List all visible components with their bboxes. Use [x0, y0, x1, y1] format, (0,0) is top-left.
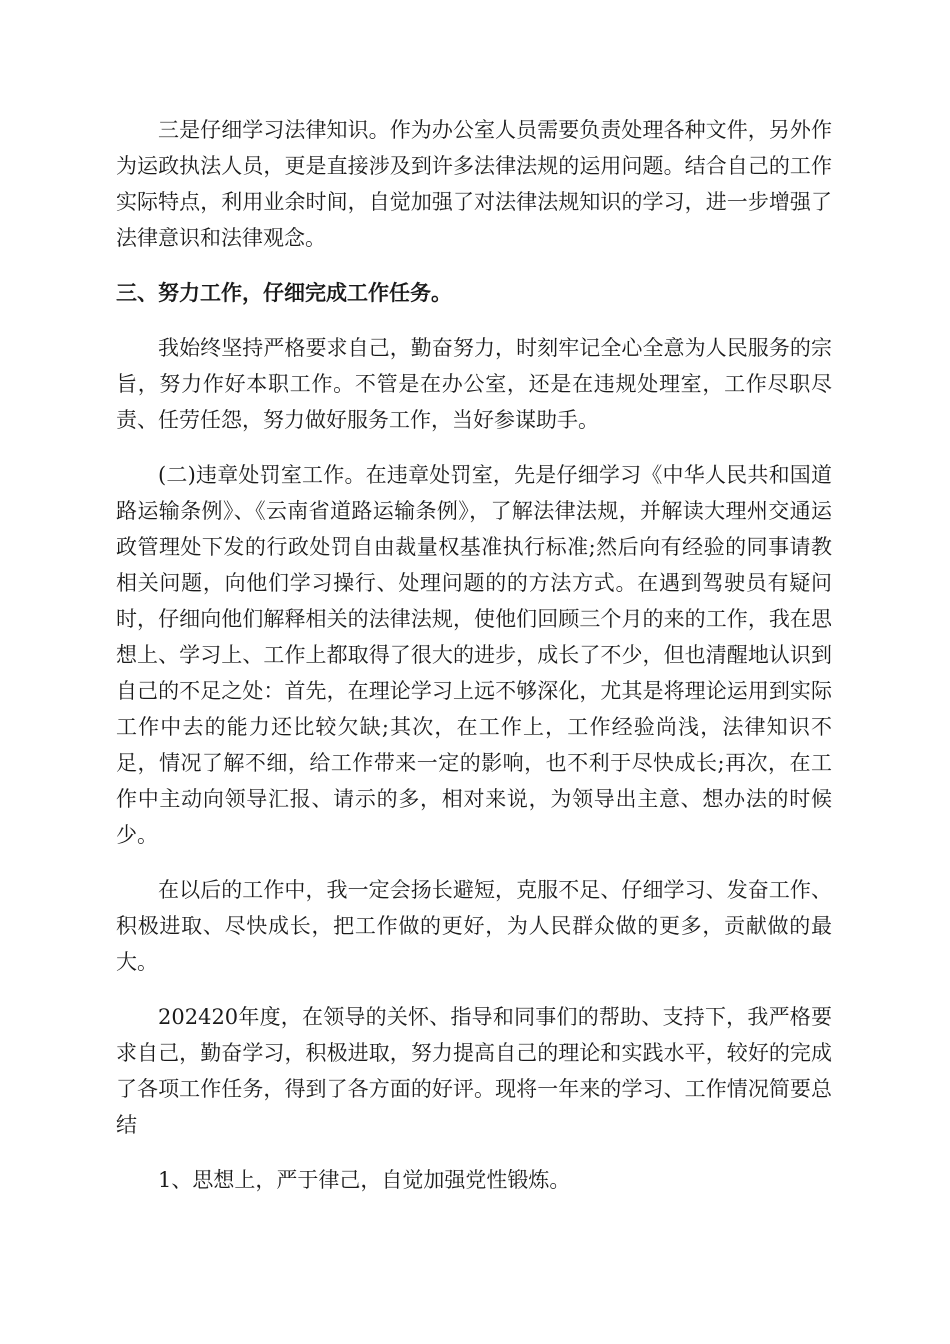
paragraph-penalty-office: (二)违章处罚室工作。在违章处罚室，先是仔细学习《中华人民共和国道路运输条例》、《云南省道路运输条例》，了解法律法规，并解读大理州交通运政管理处下发的行政处罚自由裁量权基准执行标准;然后向有经验的同事请教相关问题，向他们学习操行、处理问题的的方法方式。在遇到驾驶员有疑问时，仔细向他们解释相关的法律法规，使他们回顾三个月的来的工作，我在思想上、学习上、工作上都取得了很大的进步，成长了不少，但也清醒地认识到自己的不足之处：首先，在理论学习上远不够深化，尤其是将理论运用到实际工作中去的能力还比较欠缺;其次，在工作上，工作经验尚浅，法律知识不足，情况了解不细，给工作带来一定的影响，也不利于尽快成长;再次，在工作中主动向领导汇报、请示的多，相对来说，为领导出主意、想办法的时候少。 — [116, 463, 832, 847]
section-heading-work: 三、努力工作，仔细完成工作任务。 — [116, 280, 452, 305]
paragraph-duty: 我始终坚持严格要求自己，勤奋努力，时刻牢记全心全意为人民服务的宗旨，努力作好本职工作。不管是在办公室，还是在违规处理室，工作尽职尽责、任劳任怨，努力做好服务工作，当好参谋助手。 — [116, 336, 832, 432]
paragraph-future-work: 在以后的工作中，我一定会扬长避短，克服不足、仔细学习、发奋工作、积极进取、尽快成长，把工作做的更好，为人民群众做的更多，贡献做的最大。 — [116, 878, 832, 974]
document-body — [116, 112, 832, 1217]
paragraph-ideology: 1、思想上，严于律己，自觉加强党性锻炼。 — [158, 1168, 571, 1192]
paragraph-annual-summary: 202420年度，在领导的关怀、指导和同事们的帮助、支持下，我严格要求自己，勤奋学习，积极进取，努力提高自己的理论和实践水平，较好的完成了各项工作任务，得到了各方面的好评。现将一年来的学习、工作情况简要总结 — [116, 1005, 832, 1137]
paragraph-law-study: 三是仔细学习法律知识。作为办公室人员需要负责处理各种文件，另外作为运政执法人员，更是直接涉及到许多法律法规的运用问题。结合自己的工作实际特点，利用业余时间，自觉加强了对法律法规知识的学习，进一步增强了法律意识和法律观念。 — [116, 118, 832, 250]
